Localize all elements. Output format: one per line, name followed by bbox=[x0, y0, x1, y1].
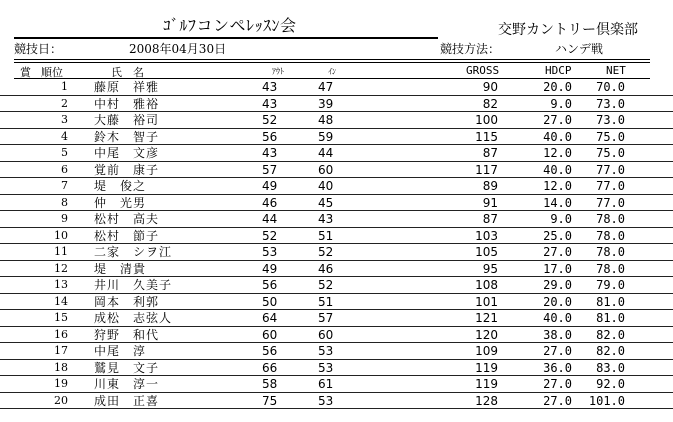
column-header-net: NET bbox=[606, 64, 626, 77]
handicap-cell: 36.0 bbox=[543, 360, 572, 375]
in-score-cell: 60 bbox=[318, 327, 334, 342]
rank-cell: 10 bbox=[54, 228, 68, 242]
table-row bbox=[0, 211, 673, 228]
out-score-cell: 57 bbox=[262, 162, 278, 177]
handicap-cell: 40.0 bbox=[543, 311, 572, 325]
gross-score-cell: 101 bbox=[475, 294, 498, 309]
in-score-cell: 52 bbox=[318, 278, 334, 292]
handicap-cell: 20.0 bbox=[543, 294, 572, 309]
gross-score-cell: 115 bbox=[475, 129, 498, 144]
handicap-cell: 29.0 bbox=[543, 278, 572, 292]
gross-score-cell: 87 bbox=[482, 146, 498, 160]
handicap-cell: 9.0 bbox=[550, 212, 572, 226]
name-cell: 松村 節子 bbox=[94, 228, 160, 243]
in-score-cell: 61 bbox=[318, 377, 334, 391]
gross-score-cell: 121 bbox=[475, 311, 498, 325]
rank-cell: 9 bbox=[61, 212, 68, 225]
name-cell: 川東 淳一 bbox=[94, 377, 160, 391]
gross-score-cell: 100 bbox=[475, 113, 498, 127]
in-score-cell: 39 bbox=[318, 96, 334, 111]
out-score-cell: 60 bbox=[262, 327, 278, 342]
table-row bbox=[0, 195, 673, 212]
table-row bbox=[0, 327, 673, 344]
table-row bbox=[0, 310, 673, 327]
in-score-cell: 47 bbox=[318, 80, 334, 94]
column-header-prize: 賞 bbox=[20, 66, 31, 79]
table-row bbox=[0, 162, 673, 179]
name-cell: 堤 俊之 bbox=[94, 179, 147, 193]
gross-score-cell: 103 bbox=[475, 228, 498, 243]
table-row bbox=[0, 228, 673, 245]
name-cell: 仲 光男 bbox=[94, 195, 147, 210]
in-score-cell: 57 bbox=[318, 311, 334, 325]
rank-cell: 14 bbox=[54, 294, 68, 308]
method-value: ハンデ戦 bbox=[555, 42, 604, 56]
gross-score-cell: 91 bbox=[482, 195, 498, 210]
handicap-cell: 27.0 bbox=[543, 245, 572, 259]
column-header-in: ｲﾝ bbox=[328, 67, 336, 76]
in-score-cell: 45 bbox=[318, 195, 334, 210]
out-score-cell: 46 bbox=[262, 195, 278, 210]
in-score-cell: 44 bbox=[318, 146, 334, 160]
out-score-cell: 56 bbox=[262, 278, 278, 292]
in-score-cell: 59 bbox=[318, 129, 334, 144]
name-cell: 中村 雅裕 bbox=[94, 96, 160, 111]
date-value: 2008年04月30日 bbox=[129, 42, 227, 56]
rank-cell: 12 bbox=[54, 261, 68, 275]
name-cell: 中尾 文彦 bbox=[94, 146, 160, 160]
table-row bbox=[0, 294, 673, 311]
rank-cell: 5 bbox=[61, 146, 68, 159]
in-score-cell: 40 bbox=[318, 179, 334, 193]
gross-score-cell: 109 bbox=[475, 344, 498, 358]
net-score-cell: 82.0 bbox=[596, 327, 625, 342]
net-score-cell: 77.0 bbox=[596, 179, 625, 193]
handicap-cell: 25.0 bbox=[543, 228, 572, 243]
out-score-cell: 43 bbox=[262, 96, 278, 111]
out-score-cell: 52 bbox=[262, 228, 278, 243]
name-cell: 狩野 和代 bbox=[94, 327, 160, 342]
in-score-cell: 46 bbox=[318, 261, 334, 276]
gross-score-cell: 120 bbox=[475, 327, 498, 342]
out-score-cell: 58 bbox=[262, 377, 278, 391]
name-cell: 成松 志弦人 bbox=[94, 311, 173, 325]
rank-cell: 17 bbox=[54, 344, 68, 357]
out-score-cell: 66 bbox=[262, 360, 278, 375]
rank-cell: 19 bbox=[54, 377, 68, 390]
table-row bbox=[0, 376, 673, 393]
gross-score-cell: 95 bbox=[482, 261, 498, 276]
gross-score-cell: 87 bbox=[482, 212, 498, 226]
rank-cell: 6 bbox=[61, 162, 68, 176]
net-score-cell: 83.0 bbox=[596, 360, 625, 375]
name-cell: 中尾 淳 bbox=[94, 344, 147, 358]
table-row bbox=[0, 129, 673, 146]
gross-score-cell: 105 bbox=[475, 245, 498, 259]
out-score-cell: 49 bbox=[262, 261, 278, 276]
in-score-cell: 43 bbox=[318, 212, 334, 226]
in-score-cell: 53 bbox=[318, 393, 334, 408]
out-score-cell: 64 bbox=[262, 311, 278, 325]
name-cell: 藤原 祥雅 bbox=[94, 80, 160, 94]
rank-cell: 20 bbox=[54, 393, 68, 407]
out-score-cell: 49 bbox=[262, 179, 278, 193]
table-row bbox=[0, 277, 673, 294]
table-row bbox=[0, 96, 673, 113]
rank-cell: 11 bbox=[54, 245, 68, 258]
out-score-cell: 56 bbox=[262, 129, 278, 144]
name-cell: 二家 シヲ江 bbox=[94, 245, 173, 259]
net-score-cell: 70.0 bbox=[596, 80, 625, 94]
name-cell: 覚前 康子 bbox=[94, 162, 160, 177]
handicap-cell: 40.0 bbox=[543, 129, 572, 144]
table-row bbox=[0, 360, 673, 377]
name-cell: 鈴木 智子 bbox=[94, 129, 160, 144]
table-row bbox=[0, 343, 673, 360]
table-row bbox=[0, 393, 673, 410]
net-score-cell: 78.0 bbox=[596, 245, 625, 259]
results-table-body bbox=[0, 79, 673, 409]
out-score-cell: 44 bbox=[262, 212, 278, 226]
in-score-cell: 51 bbox=[318, 294, 334, 309]
table-row bbox=[0, 178, 673, 195]
header-rule-top bbox=[14, 59, 650, 60]
net-score-cell: 101.0 bbox=[588, 393, 625, 408]
handicap-cell: 14.0 bbox=[543, 195, 572, 210]
handicap-cell: 27.0 bbox=[543, 344, 572, 358]
table-row bbox=[0, 112, 673, 129]
method-label: 競技方法： bbox=[440, 42, 501, 56]
net-score-cell: 77.0 bbox=[596, 162, 625, 177]
net-score-cell: 75.0 bbox=[596, 146, 625, 160]
net-score-cell: 81.0 bbox=[596, 311, 625, 325]
gross-score-cell: 119 bbox=[475, 377, 498, 391]
table-header bbox=[0, 64, 673, 77]
in-score-cell: 53 bbox=[318, 360, 334, 375]
name-cell: 堤 清貴 bbox=[94, 261, 147, 276]
name-cell: 松村 高夫 bbox=[94, 212, 160, 226]
rank-cell: 13 bbox=[54, 278, 68, 291]
net-score-cell: 77.0 bbox=[596, 195, 625, 210]
net-score-cell: 73.0 bbox=[596, 96, 625, 111]
net-score-cell: 78.0 bbox=[596, 261, 625, 276]
title-underline bbox=[14, 37, 438, 39]
net-score-cell: 82.0 bbox=[596, 344, 625, 358]
name-cell: 鷲見 文子 bbox=[94, 360, 160, 375]
out-score-cell: 52 bbox=[262, 113, 278, 127]
gross-score-cell: 108 bbox=[475, 278, 498, 292]
rank-cell: 1 bbox=[61, 80, 68, 93]
out-score-cell: 56 bbox=[262, 344, 278, 358]
net-score-cell: 78.0 bbox=[596, 228, 625, 243]
rank-cell: 7 bbox=[61, 179, 68, 192]
handicap-cell: 27.0 bbox=[543, 393, 572, 408]
in-score-cell: 60 bbox=[318, 162, 334, 177]
rank-cell: 8 bbox=[61, 195, 68, 209]
out-score-cell: 75 bbox=[262, 393, 278, 408]
handicap-cell: 12.0 bbox=[543, 146, 572, 160]
gross-score-cell: 90 bbox=[482, 80, 498, 94]
in-score-cell: 52 bbox=[318, 245, 334, 259]
column-header-name: 氏 名 bbox=[111, 66, 144, 79]
net-score-cell: 92.0 bbox=[596, 377, 625, 391]
date-label: 競技日： bbox=[14, 42, 63, 56]
name-cell: 成田 正喜 bbox=[94, 393, 160, 408]
out-score-cell: 53 bbox=[262, 245, 278, 259]
rank-cell: 18 bbox=[54, 360, 68, 374]
rank-cell: 15 bbox=[54, 311, 68, 324]
in-score-cell: 51 bbox=[318, 228, 334, 243]
handicap-cell: 27.0 bbox=[543, 113, 572, 127]
gross-score-cell: 119 bbox=[475, 360, 498, 375]
gross-score-cell: 128 bbox=[475, 393, 498, 408]
net-score-cell: 79.0 bbox=[596, 278, 625, 292]
handicap-cell: 17.0 bbox=[543, 261, 572, 276]
name-cell: 井川 久美子 bbox=[94, 278, 173, 292]
out-score-cell: 43 bbox=[262, 80, 278, 94]
table-row bbox=[0, 145, 673, 162]
column-header-rank: 順位 bbox=[41, 66, 63, 79]
net-score-cell: 81.0 bbox=[596, 294, 625, 309]
net-score-cell: 78.0 bbox=[596, 212, 625, 226]
header-rule-bottom bbox=[14, 62, 650, 63]
rank-cell: 16 bbox=[54, 327, 68, 341]
net-score-cell: 73.0 bbox=[596, 113, 625, 127]
out-score-cell: 50 bbox=[262, 294, 278, 309]
handicap-cell: 40.0 bbox=[543, 162, 572, 177]
name-cell: 岡本 利郭 bbox=[94, 294, 160, 309]
net-score-cell: 75.0 bbox=[596, 129, 625, 144]
gross-score-cell: 117 bbox=[475, 162, 498, 177]
table-row bbox=[0, 79, 673, 96]
column-header-hdcp: HDCP bbox=[545, 64, 572, 77]
club-name: 交野カントリー倶楽部 bbox=[498, 22, 638, 38]
rank-cell: 3 bbox=[61, 113, 68, 126]
out-score-cell: 43 bbox=[262, 146, 278, 160]
handicap-cell: 38.0 bbox=[543, 327, 572, 342]
rank-cell: 2 bbox=[61, 96, 68, 110]
table-row bbox=[0, 261, 673, 278]
column-header-out: ｱｳﾄ bbox=[272, 67, 284, 76]
column-header-gross: GROSS bbox=[466, 64, 500, 77]
table-row bbox=[0, 244, 673, 261]
in-score-cell: 53 bbox=[318, 344, 334, 358]
handicap-cell: 12.0 bbox=[543, 179, 572, 193]
gross-score-cell: 89 bbox=[482, 179, 498, 193]
gross-score-cell: 82 bbox=[482, 96, 498, 111]
rank-cell: 4 bbox=[61, 129, 68, 143]
page-title: ｺﾞﾙﾌコンペﾚｯｽﾝ会 bbox=[163, 16, 297, 35]
name-cell: 大藤 裕司 bbox=[94, 113, 160, 127]
handicap-cell: 27.0 bbox=[543, 377, 572, 391]
handicap-cell: 20.0 bbox=[543, 80, 572, 94]
in-score-cell: 48 bbox=[318, 113, 334, 127]
handicap-cell: 9.0 bbox=[550, 96, 572, 111]
